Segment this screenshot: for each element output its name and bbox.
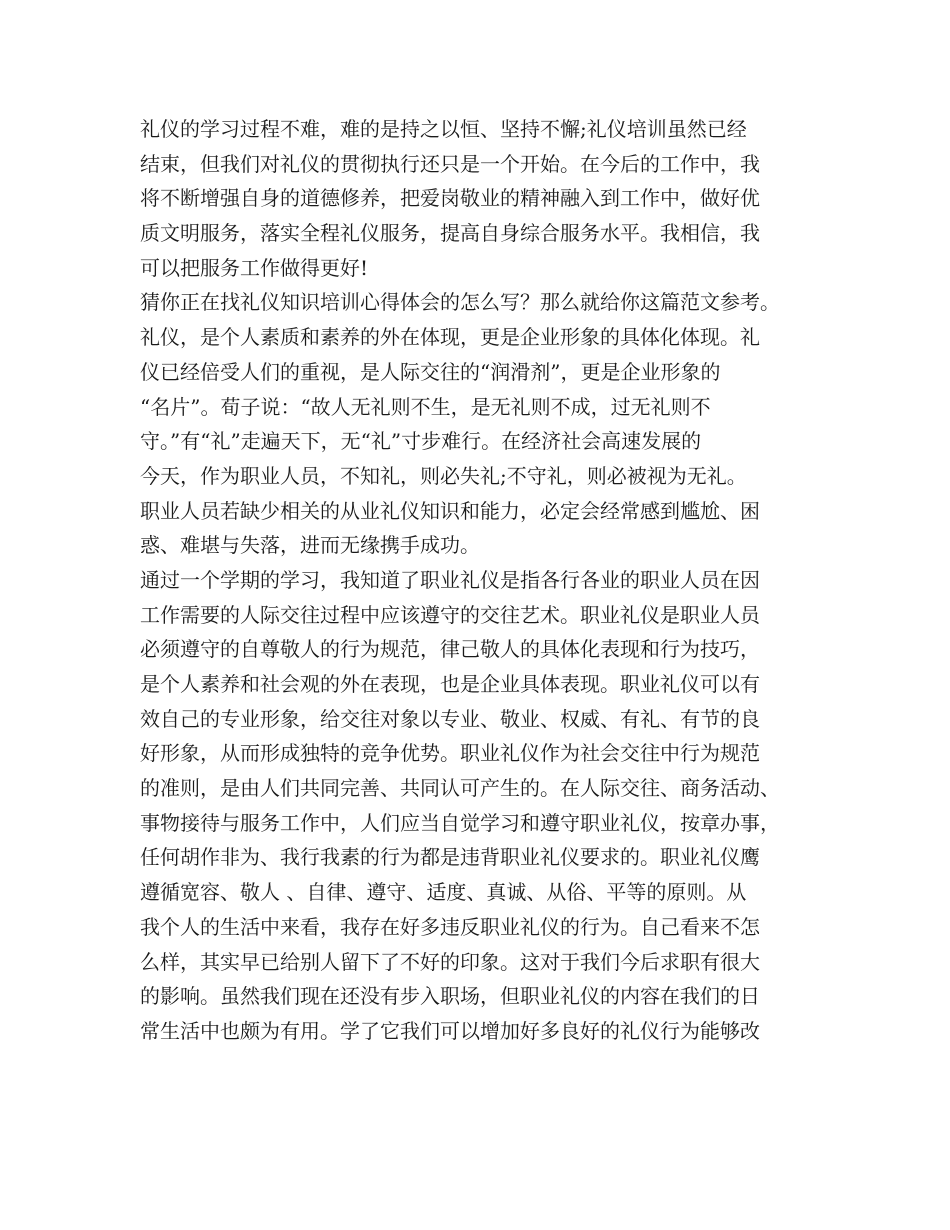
text-line: 质文明服务，落实全程礼仪服务，提高自身综合服务水平。我相信，我	[140, 221, 760, 246]
text-line: 将不断增强自身的道德修养，把爱岗敬业的精神融入到工作中，做好优	[140, 186, 760, 211]
text-line: 工作需要的人际交往过程中应该遵守的交往艺术。职业礼仪是职业人员	[140, 602, 760, 627]
text-line: 今天，作为职业人员，不知礼，则必失礼;不守礼，则必被视为无礼。	[140, 463, 747, 488]
text-line: 结束，但我们对礼仪的贯彻执行还只是一个开始。在今后的工作中，我	[140, 151, 760, 176]
text-line: 守。”有“礼”走遍天下，无“礼”寸步难行。在经济社会高速发展的	[140, 429, 702, 454]
text-line: 是个人素养和社会观的外在表现，也是企业具体表现。职业礼仪可以有	[140, 672, 760, 696]
text-line: 礼仪的学习过程不难，难的是持之以恒、坚持不懈;礼仪培训虽然已经	[140, 117, 747, 141]
text-line: 通过一个学期的学习，我知道了职业礼仪是指各行各业的职业人员在因	[140, 567, 760, 592]
text-line: 仪已经倍受人们的重视，是人际交往的“润滑剂”，更是企业形象的	[140, 359, 721, 384]
text-line: 遵循宽容、敬人 、自律、遵守、适度、真诚、从俗、平等的原则。从	[140, 880, 747, 905]
text-line: 效自己的专业形象，给交往对象以专业、敬业、权威、有礼、有节的良	[140, 706, 760, 731]
text-line: “名片”。荀子说：“故人无礼则不生，是无礼则不成，过无礼则不	[140, 394, 711, 419]
text-line: 职业人员若缺少相关的从业礼仪知识和能力，必定会经常感到尴尬、困	[140, 498, 760, 523]
text-line: 我个人的生活中来看，我存在好多违反职业礼仪的行为。自己看来不怎	[140, 914, 760, 939]
text-line: 礼仪，是个人素质和素养的外在体现，更是企业形象的具体化体现。礼	[140, 325, 760, 350]
text-line: 常生活中也颇为有用。学了它我们可以增加好多良好的礼仪行为能够改	[140, 1018, 760, 1043]
text-line: 好形象，从而形成独特的竞争优势。职业礼仪作为社会交往中行为规范	[140, 741, 760, 766]
text-line: 事物接待与服务工作中，人们应当自觉学习和遵守职业礼仪，按章办事，	[140, 810, 780, 835]
text-line: 的准则，是由人们共同完善、共同认可产生的。在人际交往、商务活动、	[140, 776, 780, 801]
text-line: 惑、难堪与失落，进而无缘携手成功。	[140, 533, 480, 558]
text-line: 的影响。虽然我们现在还没有步入职场，但职业礼仪的内容在我们的日	[140, 984, 760, 1009]
document-body	[140, 112, 830, 1049]
text-line: 可以把服务工作做得更好!	[140, 255, 369, 280]
text-line: 任何胡作非为、我行我素的行为都是违背职业礼仪要求的。职业礼仪鹰	[140, 845, 760, 870]
text-line: 么样，其实早已给别人留下了不好的印象。这对于我们今后求职有很大	[140, 949, 760, 974]
text-line: 猜你正在找礼仪知识培训心得体会的怎么写？那么就给你这篇范文参考。	[140, 290, 780, 315]
text-line: 必须遵守的自尊敬人的行为规范，律己敬人的具体化表现和行为技巧，	[140, 637, 760, 662]
